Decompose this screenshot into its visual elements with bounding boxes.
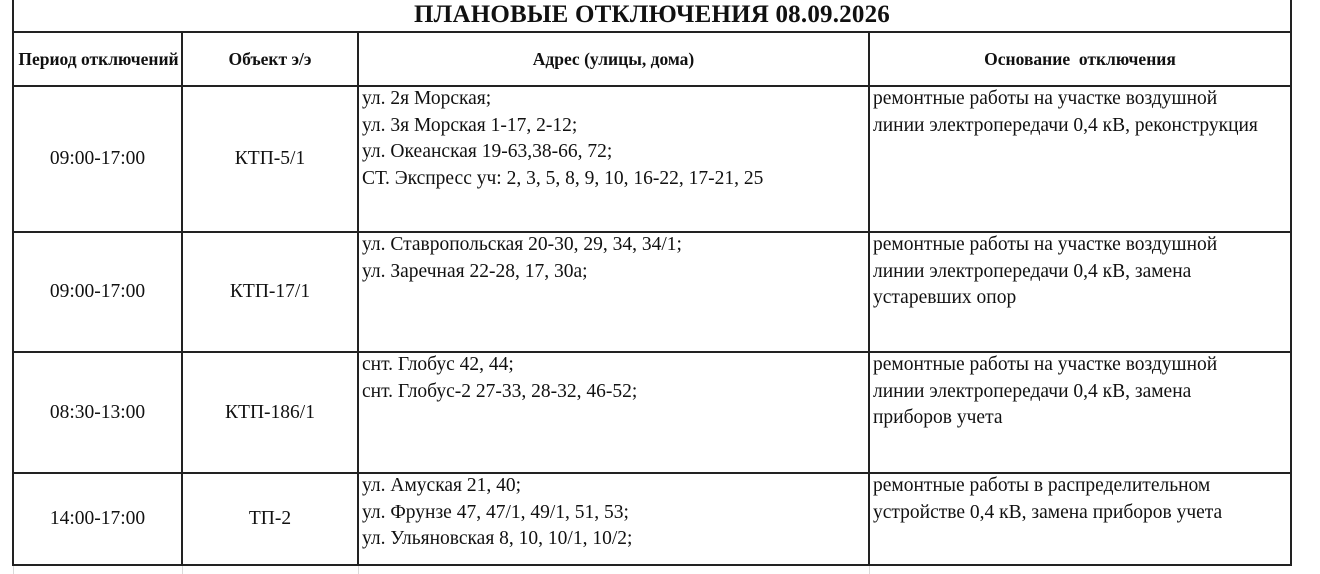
reason-line: ремонтные работы на участке воздушной xyxy=(873,234,1218,255)
address-line: ул. 3я Морская 1-17, 2-12; xyxy=(362,114,578,136)
header-reason: Основание отключения xyxy=(984,48,1176,69)
reason-line: ремонтные работы в распределительном xyxy=(873,475,1211,496)
table-border xyxy=(12,564,1292,566)
grid-guide xyxy=(869,566,870,574)
grid-guide xyxy=(358,566,359,574)
address-line: ул. 2я Морская; xyxy=(362,88,492,109)
address-line: ул. Ульяновская 8, 10, 10/1, 10/2; xyxy=(362,528,633,549)
address-line: ул. Ставропольская 20-30, 29, 34, 34/1; xyxy=(362,234,682,255)
address-cell xyxy=(362,86,763,192)
object-cell: КТП-186/1 xyxy=(225,401,315,423)
period-cell: 14:00-17:00 xyxy=(49,508,146,529)
reason-line: устройстве 0,4 кВ, замена приборов учета xyxy=(873,501,1223,523)
header-address: Адрес (улицы, дома) xyxy=(532,48,695,69)
header-period: Период отключений xyxy=(18,48,179,69)
grid-guide xyxy=(182,566,183,574)
table-border xyxy=(868,31,870,566)
address-line: ул. Океанская 19-63,38-66, 72; xyxy=(362,141,613,162)
object-cell: КТП-17/1 xyxy=(229,281,311,302)
reason-line: устаревших опор xyxy=(873,287,1017,308)
reason-line: приборов учета xyxy=(873,407,1003,428)
reason-cell xyxy=(873,352,1217,432)
address-line: СТ. Экспресс уч: 2, 3, 5, 8, 9, 10, 16-22, 17-21, 25 xyxy=(362,167,764,189)
address-line: ул. Амуская 21, 40; xyxy=(362,475,522,496)
table-border xyxy=(357,31,359,566)
period-cell: 09:00-17:00 xyxy=(49,148,146,169)
address-cell xyxy=(362,352,637,405)
object-cell: КТП-5/1 xyxy=(234,148,306,169)
reason-line: линии электропередачи 0,4 кВ, замена xyxy=(873,380,1192,402)
address-cell xyxy=(362,232,682,285)
page-title: ПЛАНОВЫЕ ОТКЛЮЧЕНИЯ 08.09.2026 xyxy=(414,1,890,28)
address-line: ул. Фрунзе 47, 47/1, 49/1, 51, 53; xyxy=(362,501,629,523)
object-cell: ТП-2 xyxy=(248,508,292,529)
header-object: Объект э/э xyxy=(228,48,312,69)
address-line: снт. Глобус-2 27-33, 28-32, 46-52; xyxy=(362,380,638,402)
outage-table xyxy=(12,0,1292,566)
reason-cell xyxy=(873,86,1258,139)
period-cell: 09:00-17:00 xyxy=(49,281,146,302)
address-line: снт. Глобус 42, 44; xyxy=(362,354,514,375)
reason-cell xyxy=(873,232,1217,312)
reason-line: ремонтные работы на участке воздушной xyxy=(873,354,1218,375)
table-border xyxy=(1290,0,1292,566)
address-line: ул. Заречная 22-28, 17, 30а; xyxy=(362,260,588,282)
reason-line: ремонтные работы на участке воздушной xyxy=(873,88,1218,109)
period-cell: 08:30-13:00 xyxy=(49,401,146,423)
grid-guide xyxy=(13,566,14,574)
reason-line: линии электропередачи 0,4 кВ, замена xyxy=(873,260,1192,282)
address-cell xyxy=(362,473,632,553)
reason-line: линии электропередачи 0,4 кВ, реконструкция xyxy=(873,114,1258,136)
reason-cell xyxy=(873,473,1222,526)
